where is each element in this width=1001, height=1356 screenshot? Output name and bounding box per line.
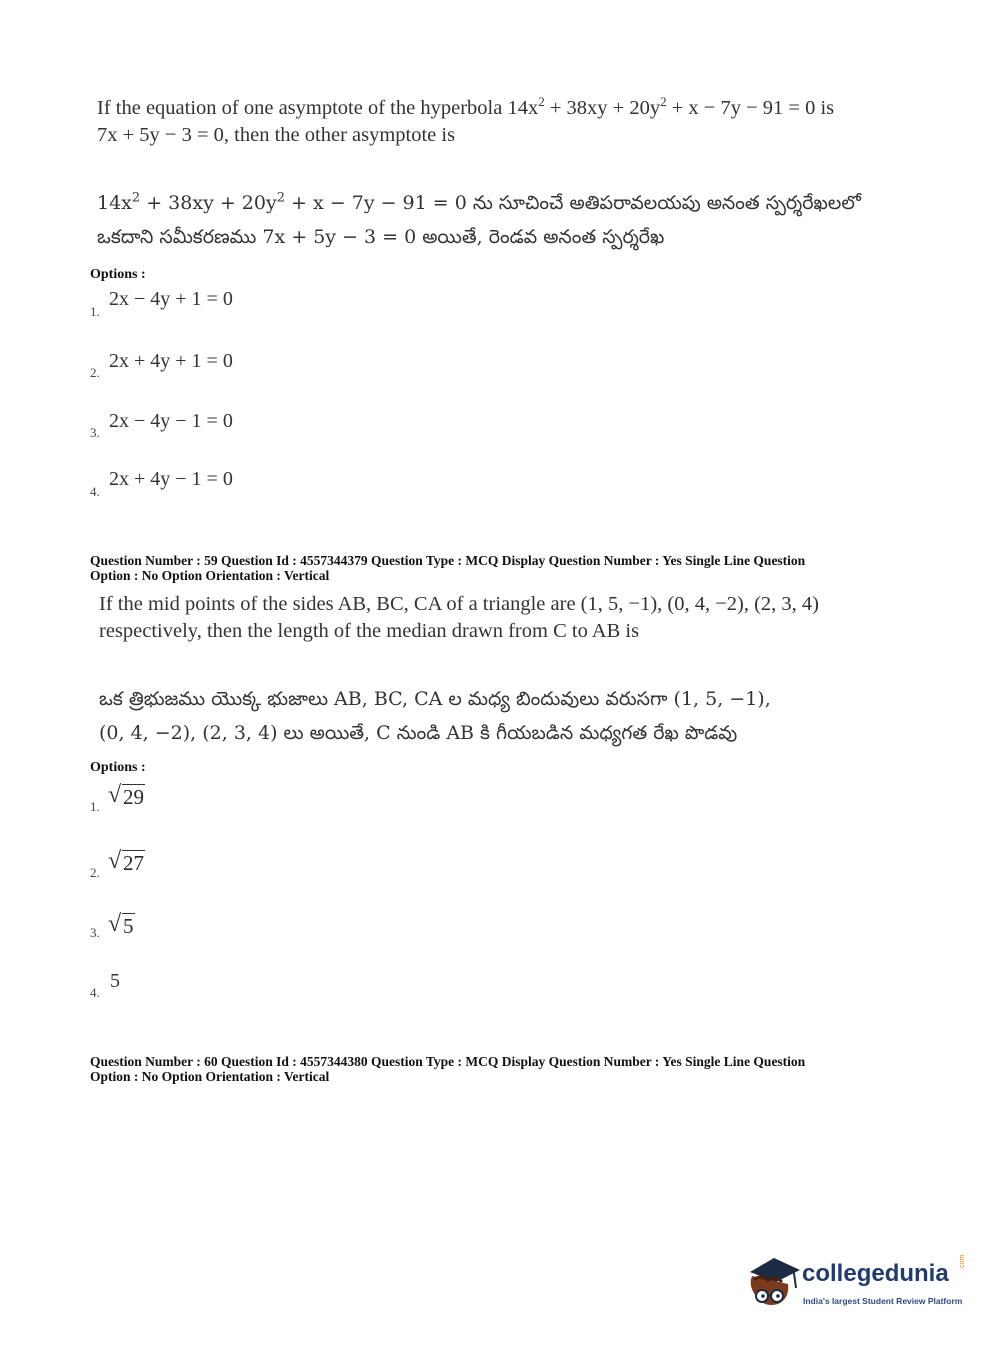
option-number: 2. [90,865,100,880]
option-number: 3. [90,925,100,940]
radicand: 29 [123,785,144,809]
q58-telugu-text [97,186,861,254]
q59-meta-line2: Option : No Option Orientation : Vertical [90,568,330,583]
q58-options-label: Options : [90,267,146,282]
option-number: 4. [90,484,100,499]
q59-english-line2: respectively, then the length of the median drawn from C to AB is [99,620,640,642]
mascot-icon [742,1254,802,1314]
collegedunia-logo[interactable] [742,1254,972,1320]
q58-english-line1: If the equation of one asymptote of the hyperbola $14x^2 + 38xy + 20y^2 + x - 7y - 91 = 0$ is [97,94,835,119]
q60-meta-line1: Question Number : 60 Question Id : 4557344380 Question Type : MCQ Display Question Number : Yes Single Line Question [90,1054,806,1069]
option-number: 2. [90,365,100,380]
q59-options-label: Options : [90,760,146,775]
logo-tagline: India's largest Student Review Platform [803,1296,963,1306]
option-text: 5 [110,970,120,992]
q58-english-text [97,95,834,149]
radicand: 27 [123,851,144,875]
q60-meta-line2: Option : No Option Orientation : Vertical [90,1069,330,1084]
option-number: 1. [90,799,100,814]
q58-telugu-line2: ఒకదాని సమీకరణము 7x + 5y − 3 = 0 అయితే, రెండవ అనంత స్పర్శరేఖ [97,226,665,248]
logo-brand-text: collegedunia [802,1260,949,1287]
q59-option-3[interactable] [90,912,134,940]
q58-english-line2: 7x + 5y − 3 = 0, then the other asymptote is [97,124,456,146]
q59-english-text [99,591,819,645]
q59-english-line1: If the mid points of the sides AB, BC, CA of a triangle are (1, 5, −1), (0, 4, −2), (2, 3, 4) [99,593,820,615]
q59-meta [90,553,805,583]
option-text: 2x − 4y − 1 = 0 [109,410,233,432]
option-text: 2x + 4y − 1 = 0 [109,468,233,490]
q59-option-1[interactable] [90,783,144,814]
square-root-expression [110,851,145,876]
q60-meta [90,1054,805,1084]
radicand: 5 [123,914,134,938]
q58-telugu-line1: $14x^2 + 38xy + 20y^2 + x - 7y - 91 = 0$ ను సూచించే అతిపరావలయపు అనంత స్పర్శరేఖలలో [97,190,861,214]
square-root-expression [110,785,145,810]
logo-dotcom: .com [959,1254,966,1270]
q59-telugu-line1: ఒక త్రిభుజము యొక్క భుజాలు AB, BC, CA ల మధ్య బిందువులు వరుసగా (1, 5, −1), [99,688,771,710]
square-root-expression [110,914,135,939]
q59-meta-line1: Question Number : 59 Question Id : 4557344379 Question Type : MCQ Display Question Number : Yes Single Line Question [90,553,806,568]
option-number: 3. [90,425,100,440]
option-number: 1. [90,304,100,319]
option-number: 4. [90,985,100,1000]
option-text: 2x + 4y + 1 = 0 [109,350,233,372]
option-text: 2x − 4y + 1 = 0 [109,288,233,310]
q59-telugu-text [99,682,771,750]
q59-telugu-line2: (0, 4, −2), (2, 3, 4) లు అయితే, C నుండి AB కి గీయబడిన మధ్యగత రేఖ పొడవు [99,722,738,744]
q59-option-2[interactable] [90,848,144,880]
